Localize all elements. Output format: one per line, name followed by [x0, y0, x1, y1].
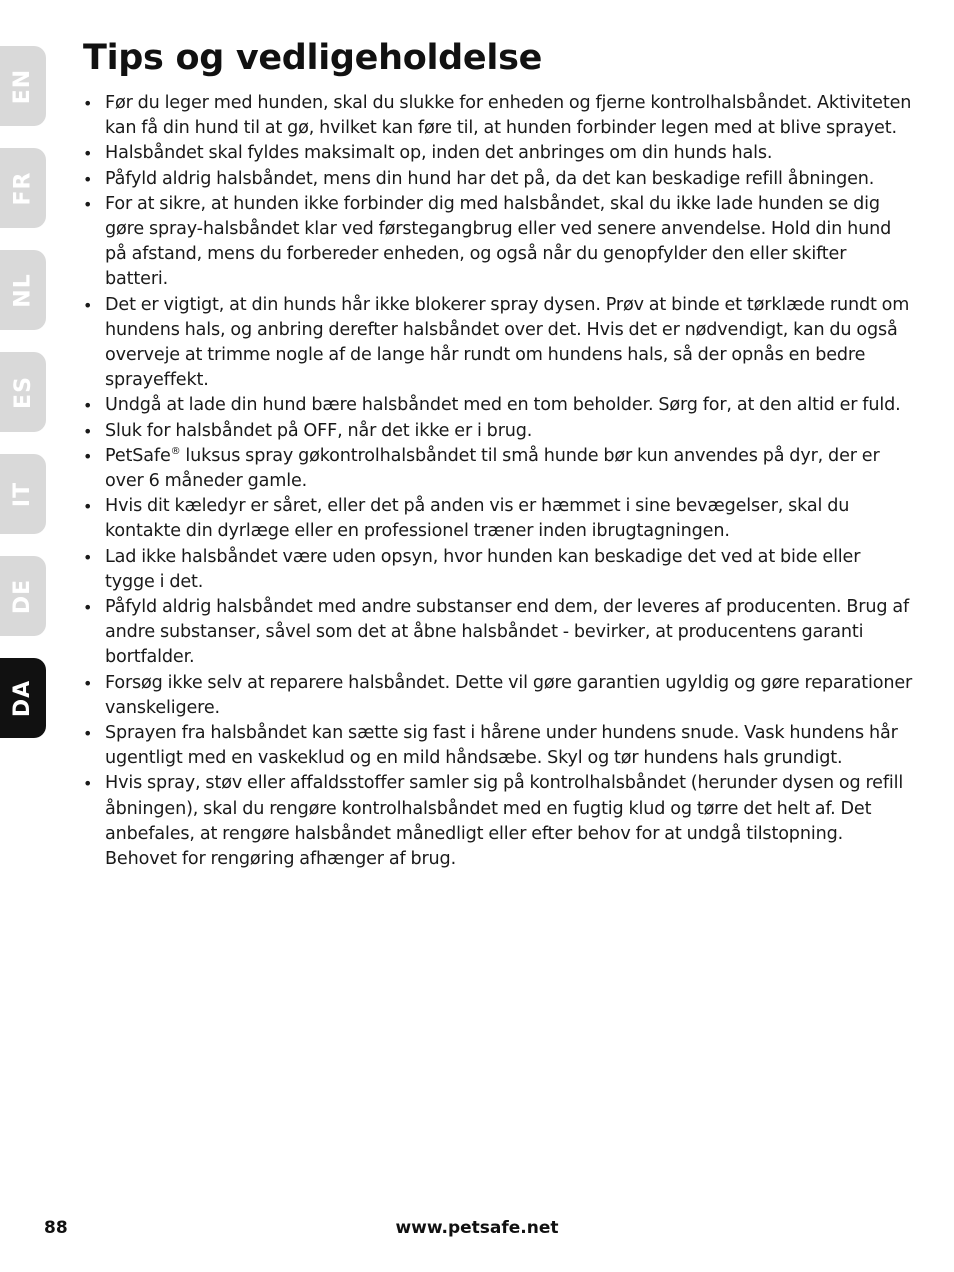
page-number: 88	[44, 1218, 68, 1238]
lang-tab-nl[interactable]	[0, 250, 46, 330]
tip-text: For at sikre, at hunden ikke forbinder dig med halsbåndet, skal du ikke lade hunden se dig gøre spray-halsbåndet klar ved førstegangbrug eller ved senere anvendelse. Hold din hund på afstand, mens du forbereder enheden, og også når du genopfylder den eller skifter batteri.	[105, 193, 892, 290]
tip-text: Hvis dit kæledyr er såret, eller det på anden vis er hæmmet i sine bevægelser, skal du kontakte din dyrlæge eller en professionel træner inden ibrugtagningen.	[105, 496, 850, 542]
lang-tab-label: DE	[10, 578, 36, 614]
tip-text: Påfyld aldrig halsbåndet, mens din hund har det på, da det kan beskadige refill åbningen.	[105, 168, 875, 189]
lang-tab-label: IT	[10, 481, 36, 507]
lang-tab-es[interactable]	[0, 352, 46, 432]
bullet-icon: •	[83, 144, 93, 164]
lang-tab-label: FR	[10, 171, 36, 205]
tip-text: Halsbåndet skal fyldes maksimalt op, inden det anbringes om din hunds hals.	[105, 143, 773, 164]
tip-text: Før du leger med hunden, skal du slukke for enheden og fjerne kontrolhalsbåndet. Aktiviteten kan få din hund til at gø, hvilket kan føre til, at hunden forbinder legen med at blive sprayet.	[105, 93, 912, 139]
bullet-icon: •	[83, 446, 93, 466]
bullet-icon: •	[83, 295, 93, 315]
bullet-icon: •	[83, 194, 93, 214]
tip-item	[83, 293, 913, 394]
tip-item	[83, 595, 913, 671]
tip-item	[83, 91, 913, 141]
tip-text: Undgå at lade din hund bære halsbåndet med en tom beholder. Sørg for, at den altid er fuld.	[105, 395, 901, 416]
lang-tab-fr[interactable]	[0, 148, 46, 228]
lang-tab-label: ES	[10, 375, 36, 409]
tip-text: Hvis spray, støv eller affaldsstoffer samler sig på kontrolhalsbåndet (herunder dysen og refill åbningen), skal du rengøre kontrolhalsbåndet med en fugtig klud og tørre det helt af. Det anbefales, at rengøre halsbåndet månedligt eller efter behov for at undgå tilstopning. Behovet for rengøring afhænger af brug.	[105, 773, 904, 870]
tips-list	[83, 91, 913, 872]
brand-name: PetSafe	[105, 445, 171, 466]
tip-item	[83, 494, 913, 544]
bullet-icon: •	[83, 169, 93, 189]
tip-item	[83, 192, 913, 293]
bullet-icon: •	[83, 497, 93, 517]
tip-item	[83, 771, 913, 872]
bullet-icon: •	[83, 598, 93, 618]
footer-url: www.petsafe.net	[395, 1218, 559, 1238]
tip-text: Påfyld aldrig halsbåndet med andre substanser end dem, der leveres af producenten. Brug af andre substanser, såvel som det at åbne halsbåndet - bevirker, at producentens garanti bortfalder.	[105, 597, 910, 668]
lang-tab-en[interactable]	[0, 46, 46, 126]
registered-mark: ®	[170, 445, 181, 457]
tip-text: Sluk for halsbåndet på OFF, når det ikke er i brug.	[105, 420, 533, 441]
bullet-icon: •	[83, 724, 93, 744]
tip-text: Forsøg ikke selv at reparere halsbåndet. Dette vil gøre garantien ugyldig og gøre reparationer vanskeligere.	[105, 672, 913, 718]
lang-tab-label: DA	[10, 679, 36, 717]
tip-item	[83, 419, 913, 444]
bullet-icon: •	[83, 396, 93, 416]
tip-text: luksus spray gøkontrolhalsbåndet til små hunde bør kun anvendes på dyr, der er over 6 måneder gamle.	[105, 445, 880, 492]
tip-text: Det er vigtigt, at din hunds hår ikke blokerer spray dysen. Prøv at binde et tørklæde rundt om hundens hals, og anbring derefter halsbåndet over det. Hvis det er nødvendigt, kan du også overveje at trimme nogle af de lange hår rundt om hundens hals, så der opnås en bedre sprayeffekt.	[105, 294, 910, 391]
tip-text: Lad ikke halsbåndet være uden opsyn, hvor hunden kan beskadige det ved at bide eller tygge i det.	[105, 546, 861, 592]
tip-item-petsafe	[83, 444, 913, 494]
tip-item	[83, 671, 913, 721]
lang-tab-label: EN	[10, 68, 36, 104]
lang-tab-it[interactable]	[0, 454, 46, 534]
lang-tab-label: NL	[10, 272, 36, 308]
bullet-icon: •	[83, 94, 93, 113]
tip-text: Sprayen fra halsbåndet kan sætte sig fast i hårene under hundens snude. Vask hundens hår ugentligt med en vaskeklud og en mild håndsæbe. Skyl og tør hundens hals grundigt.	[105, 723, 898, 769]
bullet-icon: •	[83, 421, 93, 441]
lang-tab-da[interactable]	[0, 658, 46, 738]
lang-tab-de[interactable]	[0, 556, 46, 636]
bullet-icon: •	[83, 774, 93, 794]
page-title: Tips og vedligeholdelse	[83, 38, 543, 78]
tip-item	[83, 167, 913, 192]
bullet-icon: •	[83, 547, 93, 567]
tip-item	[83, 545, 913, 595]
tip-item	[83, 141, 913, 166]
tip-item	[83, 721, 913, 771]
bullet-icon: •	[83, 673, 93, 693]
tip-item	[83, 393, 913, 418]
